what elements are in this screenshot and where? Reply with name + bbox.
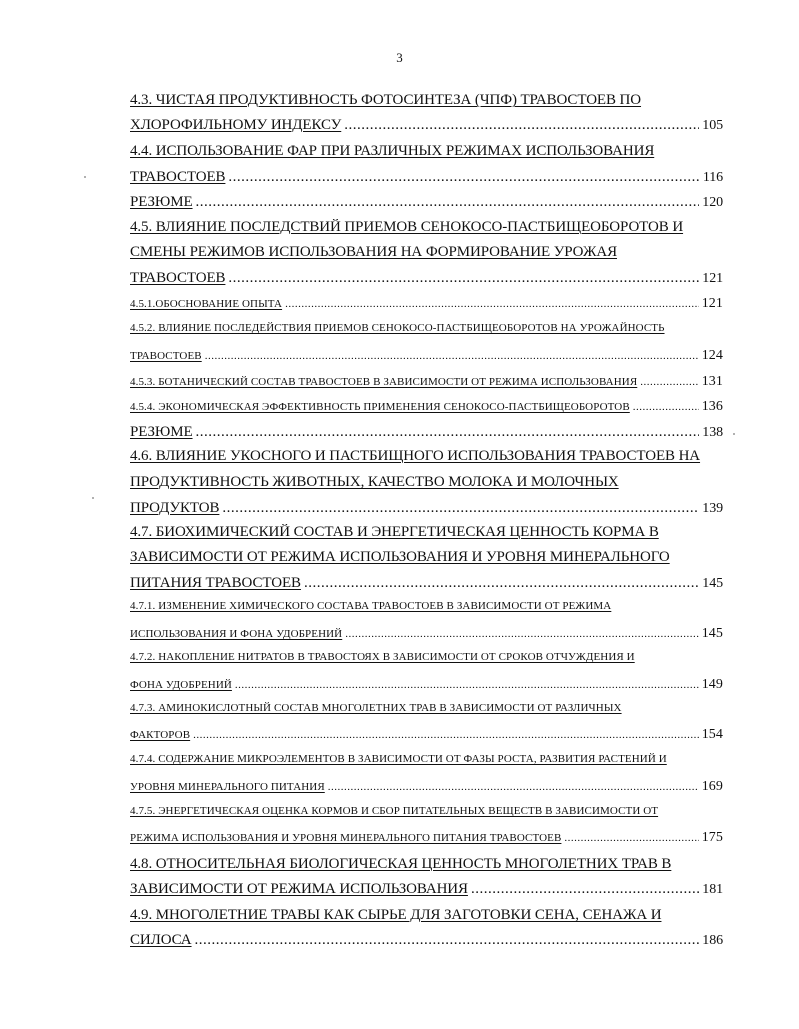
toc-entry-title: 4.5.3. БОТАНИЧЕСКИЙ СОСТАВ ТРАВОСТОЕВ В ЗАВИСИМОСТИ ОТ РЕЖИМА ИСПОЛЬЗОВАНИЯ xyxy=(130,376,638,388)
scan-speck xyxy=(733,433,735,435)
scan-speck xyxy=(92,497,94,499)
toc-entry[interactable] xyxy=(130,626,723,642)
toc-entry-page-number: 120 xyxy=(702,195,723,210)
toc-entry-title: ПИТАНИЯ ТРАВОСТОЕВ xyxy=(130,575,301,591)
toc-entry-title: 4.7. БИОХИМИЧЕСКИЙ СОСТАВ И ЭНЕРГЕТИЧЕСКАЯ ЦЕННОСТЬ КОРМА В xyxy=(130,524,659,540)
toc-entry-title: ПРОДУКТОВ xyxy=(130,500,220,516)
toc-entry[interactable] xyxy=(130,805,723,817)
toc-entry-page-number: 149 xyxy=(701,677,723,692)
toc-entry[interactable] xyxy=(130,399,723,415)
toc-entry-page-number: 138 xyxy=(702,425,723,440)
toc-entry-page-number: 175 xyxy=(701,830,723,845)
toc-entry[interactable] xyxy=(130,244,723,261)
toc-entry[interactable] xyxy=(130,448,723,465)
dot-leader xyxy=(328,781,699,793)
toc-entry-title: СИЛОСА xyxy=(130,932,192,948)
toc-entry-title: СМЕНЫ РЕЖИМОВ ИСПОЛЬЗОВАНИЯ НА ФОРМИРОВАНИЕ УРОЖАЯ xyxy=(130,244,618,260)
toc-entry-title: ХЛОРОФИЛЬНОМУ ИНДЕКСУ xyxy=(130,117,342,133)
toc-entry[interactable] xyxy=(130,348,723,364)
toc-entry-title: 4.6. ВЛИЯНИЕ УКОСНОГО И ПАСТБИЩНОГО ИСПОЛЬЗОВАНИЯ ТРАВОСТОЕВ НА xyxy=(130,448,701,464)
toc-entry-page-number: 169 xyxy=(701,779,723,794)
toc-entry-title: ТРАВОСТОЕВ xyxy=(130,270,226,286)
dot-leader xyxy=(304,575,699,592)
dot-leader xyxy=(235,679,699,691)
toc-entry[interactable] xyxy=(130,169,723,186)
toc-entry-title: 4.5.2. ВЛИЯНИЕ ПОСЛЕДЕЙСТВИЯ ПРИЕМОВ СЕНОКОСО-ПАСТБИЩЕОБОРОТОВ НА УРОЖАЙНОСТЬ xyxy=(130,322,665,334)
dot-leader xyxy=(564,832,698,844)
toc-entry-title: ПРОДУКТИВНОСТЬ ЖИВОТНЫХ, КАЧЕСТВО МОЛОКА И МОЛОЧНЫХ xyxy=(130,474,619,490)
toc-entry-page-number: 121 xyxy=(701,296,723,311)
toc-entry-title: ТРАВОСТОЕВ xyxy=(130,169,226,185)
dot-leader xyxy=(285,298,699,310)
toc-entry-title: 4.8. ОТНОСИТЕЛЬНАЯ БИОЛОГИЧЕСКАЯ ЦЕННОСТЬ МНОГОЛЕТНИХ ТРАВ В xyxy=(130,856,672,872)
toc-entry-page-number: 181 xyxy=(702,882,723,897)
dot-leader xyxy=(196,424,700,441)
toc-entry[interactable] xyxy=(130,474,723,491)
toc-entry-title: 4.4. ИСПОЛЬЗОВАНИЕ ФАР ПРИ РАЗЛИЧНЫХ РЕЖИМАХ ИСПОЛЬЗОВАНИЯ xyxy=(130,143,655,159)
toc-entry-title: ЗАВИСИМОСТИ ОТ РЕЖИМА ИСПОЛЬЗОВАНИЯ xyxy=(130,881,468,897)
toc-entry-title: 4.5.1.ОБОСНОВАНИЕ ОПЫТА xyxy=(130,298,283,310)
toc-entry-title: РЕЖИМА ИСПОЛЬЗОВАНИЯ И УРОВНЯ МИНЕРАЛЬНОГО ПИТАНИЯ ТРАВОСТОЕВ xyxy=(130,832,562,844)
toc-entry[interactable] xyxy=(130,322,723,334)
toc-entry-page-number: 131 xyxy=(701,374,723,389)
toc-entry[interactable] xyxy=(130,856,723,873)
toc-entry[interactable] xyxy=(130,932,723,949)
toc-entry[interactable] xyxy=(130,702,723,714)
dot-leader xyxy=(640,376,698,388)
toc-entry[interactable] xyxy=(130,296,723,312)
toc-entry[interactable] xyxy=(130,881,723,898)
dot-leader xyxy=(193,729,699,741)
toc-entry-title: 4.7.4. СОДЕРЖАНИЕ МИКРОЭЛЕМЕНТОВ В ЗАВИСИМОСТИ ОТ ФАЗЫ РОСТА, РАЗВИТИЯ РАСТЕНИЙ И xyxy=(130,753,667,765)
toc-entry-title: ЗАВИСИМОСТИ ОТ РЕЖИМА ИСПОЛЬЗОВАНИЯ И УРОВНЯ МИНЕРАЛЬНОГО xyxy=(130,549,670,565)
toc-entry[interactable] xyxy=(130,549,723,566)
toc-entry-page-number: 145 xyxy=(702,576,723,591)
toc-entry[interactable] xyxy=(130,500,723,517)
toc-entry[interactable] xyxy=(130,779,723,795)
toc-entry[interactable] xyxy=(130,575,723,592)
dot-leader xyxy=(222,500,699,517)
toc-entry-page-number: 124 xyxy=(701,348,723,363)
toc-entry[interactable] xyxy=(130,143,723,160)
toc-entry-page-number: 145 xyxy=(701,626,723,641)
dot-leader xyxy=(471,881,699,898)
toc-entry[interactable] xyxy=(130,677,723,693)
toc-entry[interactable] xyxy=(130,600,723,612)
toc-entry-page-number: 186 xyxy=(702,933,723,948)
toc-entry[interactable] xyxy=(130,524,723,541)
dot-leader xyxy=(633,401,699,413)
page-number: 3 xyxy=(396,50,403,65)
dot-leader xyxy=(205,350,699,362)
toc-entry[interactable] xyxy=(130,92,723,109)
toc-entry-title: РЕЗЮМЕ xyxy=(130,424,193,440)
toc-entry-title: 4.7.5. ЭНЕРГЕТИЧЕСКАЯ ОЦЕНКА КОРМОВ И СБОР ПИТАТЕЛЬНЫХ ВЕЩЕСТВ В ЗАВИСИМОСТИ ОТ xyxy=(130,805,659,817)
toc-entry-title: ТРАВОСТОЕВ xyxy=(130,350,202,362)
toc-entry-title: УРОВНЯ МИНЕРАЛЬНОГО ПИТАНИЯ xyxy=(130,781,325,793)
dot-leader xyxy=(344,117,699,134)
toc-entry-page-number: 154 xyxy=(701,727,723,742)
toc-entry-title: ИСПОЛЬЗОВАНИЯ И ФОНА УДОБРЕНИЙ xyxy=(130,628,343,640)
scan-speck xyxy=(84,176,86,178)
toc-entry-page-number: 116 xyxy=(702,170,723,185)
toc-entry-title: 4.7.3. АМИНОКИСЛОТНЫЙ СОСТАВ МНОГОЛЕТНИХ ТРАВ В ЗАВИСИМОСТИ ОТ РАЗЛИЧНЫХ xyxy=(130,702,622,714)
toc-entry-title: 4.7.1. ИЗМЕНЕНИЕ ХИМИЧЕСКОГО СОСТАВА ТРАВОСТОЕВ В ЗАВИСИМОСТИ ОТ РЕЖИМА xyxy=(130,600,612,612)
toc-entry-page-number: 139 xyxy=(702,501,723,516)
toc-entry-title: ФАКТОРОВ xyxy=(130,729,191,741)
toc-entry-page-number: 121 xyxy=(702,271,723,286)
toc-entry[interactable] xyxy=(130,651,723,663)
toc-entry-title: 4.5. ВЛИЯНИЕ ПОСЛЕДСТВИЙ ПРИЕМОВ СЕНОКОСО-ПАСТБИЩЕОБОРОТОВ И xyxy=(130,219,684,235)
toc-entry-title: 4.3. ЧИСТАЯ ПРОДУКТИВНОСТЬ ФОТОСИНТЕЗА (ЧПФ) ТРАВОСТОЕВ ПО xyxy=(130,92,642,108)
toc-entry[interactable] xyxy=(130,374,723,390)
toc-entry-title: ФОНА УДОБРЕНИЙ xyxy=(130,679,232,691)
toc-entry[interactable] xyxy=(130,830,723,846)
toc-entry-title: 4.7.2. НАКОПЛЕНИЕ НИТРАТОВ В ТРАВОСТОЯХ В ЗАВИСИМОСТИ ОТ СРОКОВ ОТЧУЖДЕНИЯ И xyxy=(130,651,635,663)
toc-entry[interactable] xyxy=(130,907,723,924)
toc-entry[interactable] xyxy=(130,753,723,765)
dot-leader xyxy=(228,169,699,186)
toc-entry[interactable] xyxy=(130,424,723,441)
toc-entry-title: 4.5.4. ЭКОНОМИЧЕСКАЯ ЭФФЕКТИВНОСТЬ ПРИМЕНЕНИЯ СЕНОКОСО-ПАСТБИЩЕОБОРОТОВ xyxy=(130,401,630,413)
toc-entry-title: РЕЗЮМЕ xyxy=(130,194,193,210)
toc-entry[interactable] xyxy=(130,117,723,134)
dot-leader xyxy=(228,270,699,287)
toc-entry-page-number: 105 xyxy=(702,118,723,133)
toc-entry-page-number: 136 xyxy=(701,399,723,414)
toc-entry[interactable] xyxy=(130,270,723,287)
dot-leader xyxy=(196,194,700,211)
dot-leader xyxy=(345,628,698,640)
toc-entry-title: 4.9. МНОГОЛЕТНИЕ ТРАВЫ КАК СЫРЬЕ ДЛЯ ЗАГОТОВКИ СЕНА, СЕНАЖА И xyxy=(130,907,662,923)
toc-entry[interactable] xyxy=(130,219,723,236)
dot-leader xyxy=(195,932,700,949)
toc-entry[interactable] xyxy=(130,727,723,743)
toc-entry[interactable] xyxy=(130,194,723,211)
